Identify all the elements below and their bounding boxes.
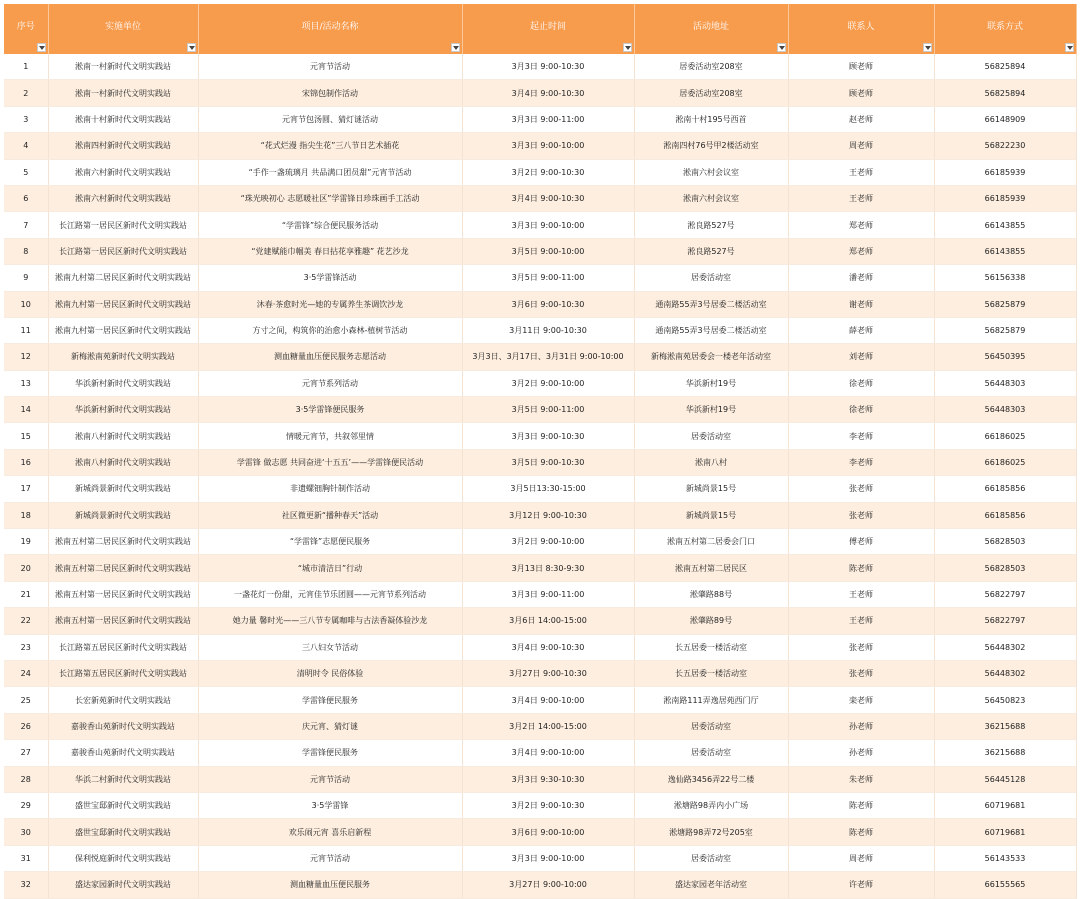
cell-contact[interactable]: 赵老师 — [788, 106, 934, 132]
cell-address[interactable]: 居委活动室 — [634, 423, 788, 449]
cell-address[interactable]: 居委活动室 — [634, 845, 788, 871]
cell-phone[interactable]: 56825894 — [934, 54, 1076, 80]
table-row — [4, 687, 1076, 713]
cell-phone[interactable]: 56448303 — [934, 370, 1076, 396]
cell-phone[interactable]: 66185856 — [934, 502, 1076, 528]
cell-index[interactable]: 30 — [4, 819, 48, 845]
cell-activity[interactable]: 元宵节活动 — [198, 54, 462, 80]
cell-activity[interactable]: 情暖元宵节，共叙邻里情 — [198, 423, 462, 449]
cell-index[interactable]: 21 — [4, 581, 48, 607]
cell-unit[interactable]: 淞南一村新时代文明实践站 — [48, 54, 198, 80]
cell-address[interactable]: 淞南四村76号甲2楼活动室 — [634, 133, 788, 159]
table-row — [4, 502, 1076, 528]
table-row — [4, 792, 1076, 818]
cell-address[interactable]: 新城尚景15号 — [634, 502, 788, 528]
cell-activity[interactable]: 宋锦包制作活动 — [198, 80, 462, 106]
table-row — [4, 660, 1076, 686]
table-row — [4, 608, 1076, 634]
cell-index[interactable]: 12 — [4, 344, 48, 370]
cell-unit[interactable]: 保利悦庭新时代文明实践站 — [48, 845, 198, 871]
cell-activity[interactable]: 3·5学雷锋便民服务 — [198, 397, 462, 423]
table-row — [4, 212, 1076, 238]
cell-time[interactable]: 3月3日 9:00-10:00 — [462, 845, 634, 871]
cell-phone[interactable]: 56448302 — [934, 634, 1076, 660]
cell-address[interactable]: 淞南六村会议室 — [634, 185, 788, 211]
cell-time[interactable]: 3月3日 9:00-10:30 — [462, 423, 634, 449]
cell-activity[interactable]: 学雷锋便民服务 — [198, 740, 462, 766]
cell-contact[interactable]: 徐老师 — [788, 397, 934, 423]
cell-index[interactable]: 27 — [4, 740, 48, 766]
cell-unit[interactable]: 盛达家园新时代文明实践站 — [48, 872, 198, 898]
cell-time[interactable]: 3月5日13:30-15:00 — [462, 476, 634, 502]
cell-contact[interactable]: 栾老师 — [788, 687, 934, 713]
cell-time[interactable]: 3月5日 9:00-11:00 — [462, 397, 634, 423]
cell-index[interactable]: 25 — [4, 687, 48, 713]
cell-time[interactable]: 3月3日 9:00-11:00 — [462, 106, 634, 132]
cell-address[interactable]: 淞南十村195号西首 — [634, 106, 788, 132]
cell-activity[interactable]: 方寸之间，构筑你的治愈小森林-植树节活动 — [198, 317, 462, 343]
filter-dropdown-icon[interactable] — [187, 43, 196, 52]
table-row — [4, 344, 1076, 370]
cell-address[interactable]: 居委活动室 — [634, 265, 788, 291]
cell-index[interactable]: 32 — [4, 872, 48, 898]
table-row — [4, 397, 1076, 423]
cell-unit[interactable]: 长江路第一居民区新时代文明实践站 — [48, 238, 198, 264]
cell-time[interactable]: 3月3日、3月17日、3月31日 9:00-10:00 — [462, 344, 634, 370]
cell-index[interactable]: 4 — [4, 133, 48, 159]
table-row — [4, 872, 1076, 898]
cell-activity[interactable]: 一盏花灯一份甜，元宵佳节乐团圆——元宵节系列活动 — [198, 581, 462, 607]
cell-unit[interactable]: 盛世宝邸新时代文明实践站 — [48, 819, 198, 845]
cell-index[interactable]: 11 — [4, 317, 48, 343]
cell-activity[interactable]: 元宵节包汤圆、猜灯谜活动 — [198, 106, 462, 132]
cell-activity[interactable]: 学雷锋便民服务 — [198, 687, 462, 713]
cell-address[interactable]: 新梅淞南苑居委会一楼老年活动室 — [634, 344, 788, 370]
col-header-contact: 联系人 — [788, 4, 934, 54]
cell-time[interactable]: 3月5日 9:00-10:30 — [462, 449, 634, 475]
cell-address[interactable]: 淞良路527号 — [634, 238, 788, 264]
cell-contact[interactable]: 刘老师 — [788, 344, 934, 370]
cell-index[interactable]: 24 — [4, 660, 48, 686]
table-row — [4, 555, 1076, 581]
cell-unit[interactable]: 长宏新苑新时代文明实践站 — [48, 687, 198, 713]
cell-contact[interactable]: 陈老师 — [788, 819, 934, 845]
cell-activity[interactable]: 她力量 馨时光——三八节专属咖啡与古法香凝体验沙龙 — [198, 608, 462, 634]
cell-time[interactable]: 3月6日 14:00-15:00 — [462, 608, 634, 634]
cell-time[interactable]: 3月3日 9:00-10:00 — [462, 133, 634, 159]
cell-activity[interactable]: 欢乐闹元宵 喜乐启新程 — [198, 819, 462, 845]
cell-index[interactable]: 13 — [4, 370, 48, 396]
cell-phone[interactable]: 60719681 — [934, 792, 1076, 818]
cell-unit[interactable]: 淞南六村新时代文明实践站 — [48, 185, 198, 211]
cell-index[interactable]: 1 — [4, 54, 48, 80]
cell-index[interactable]: 9 — [4, 265, 48, 291]
table-row — [4, 713, 1076, 739]
cell-unit[interactable]: 盛世宝邸新时代文明实践站 — [48, 792, 198, 818]
col-header-activity: 项目/活动名称 — [198, 4, 462, 54]
cell-contact[interactable]: 王老师 — [788, 185, 934, 211]
cell-phone[interactable]: 36215688 — [934, 713, 1076, 739]
cell-phone[interactable]: 56822797 — [934, 581, 1076, 607]
cell-contact[interactable]: 顾老师 — [788, 54, 934, 80]
table-row — [4, 265, 1076, 291]
cell-address[interactable]: 淞南路111弄逸居苑西门厅 — [634, 687, 788, 713]
cell-time[interactable]: 3月13日 8:30-9:30 — [462, 555, 634, 581]
cell-index[interactable]: 15 — [4, 423, 48, 449]
cell-index[interactable]: 22 — [4, 608, 48, 634]
cell-address[interactable]: 长五居委一楼活动室 — [634, 660, 788, 686]
cell-phone[interactable]: 56822797 — [934, 608, 1076, 634]
cell-time[interactable]: 3月2日 9:00-10:30 — [462, 159, 634, 185]
table-row — [4, 80, 1076, 106]
cell-contact[interactable]: 周老师 — [788, 133, 934, 159]
cell-unit[interactable]: 淞南六村新时代文明实践站 — [48, 159, 198, 185]
cell-address[interactable]: 盛达家园老年活动室 — [634, 872, 788, 898]
cell-time[interactable]: 3月11日 9:00-10:30 — [462, 317, 634, 343]
cell-index[interactable]: 14 — [4, 397, 48, 423]
cell-unit[interactable]: 新梅淞南苑新时代文明实践站 — [48, 344, 198, 370]
cell-contact[interactable]: 张老师 — [788, 634, 934, 660]
cell-unit[interactable]: 新城尚景新时代文明实践站 — [48, 476, 198, 502]
cell-unit[interactable]: 长江路第五居民区新时代文明实践站 — [48, 660, 198, 686]
cell-contact[interactable]: 李老师 — [788, 449, 934, 475]
cell-contact[interactable]: 潘老师 — [788, 265, 934, 291]
cell-phone[interactable]: 66185856 — [934, 476, 1076, 502]
cell-time[interactable]: 3月4日 9:00-10:30 — [462, 80, 634, 106]
cell-unit[interactable]: 华浜新村新时代文明实践站 — [48, 370, 198, 396]
col-header-address: 活动地址 — [634, 4, 788, 54]
cell-activity[interactable]: 非遗螺钿胸针制作活动 — [198, 476, 462, 502]
cell-time[interactable]: 3月2日 9:00-10:00 — [462, 370, 634, 396]
cell-contact[interactable]: 陈老师 — [788, 792, 934, 818]
table-row — [4, 476, 1076, 502]
cell-time[interactable]: 3月2日 9:00-10:30 — [462, 792, 634, 818]
cell-phone[interactable]: 56450395 — [934, 344, 1076, 370]
table-row — [4, 370, 1076, 396]
cell-phone[interactable]: 66185939 — [934, 159, 1076, 185]
cell-index[interactable]: 17 — [4, 476, 48, 502]
table-row — [4, 529, 1076, 555]
filter-dropdown-icon[interactable] — [1065, 43, 1074, 52]
cell-phone[interactable]: 56825879 — [934, 317, 1076, 343]
cell-phone[interactable]: 66148909 — [934, 106, 1076, 132]
cell-activity[interactable]: 3·5学雷锋 — [198, 792, 462, 818]
cell-time[interactable]: 3月3日 9:00-11:00 — [462, 581, 634, 607]
table-row — [4, 54, 1076, 80]
cell-phone[interactable]: 66143855 — [934, 238, 1076, 264]
cell-activity[interactable]: “手作一盏琉璃月 共品满口团员甜”元宵节活动 — [198, 159, 462, 185]
filter-dropdown-icon[interactable] — [777, 43, 786, 52]
table-row — [4, 238, 1076, 264]
cell-unit[interactable]: 嘉骏香山苑新时代文明实践站 — [48, 740, 198, 766]
cell-contact[interactable]: 张老师 — [788, 502, 934, 528]
cell-phone[interactable]: 36215688 — [934, 740, 1076, 766]
cell-index[interactable]: 23 — [4, 634, 48, 660]
cell-unit[interactable]: 淞南五村第一居民区新时代文明实践站 — [48, 608, 198, 634]
cell-contact[interactable]: 陈老师 — [788, 555, 934, 581]
cell-phone[interactable]: 56825894 — [934, 80, 1076, 106]
cell-address[interactable]: 华浜新村19号 — [634, 397, 788, 423]
cell-activity[interactable]: 元宵节活动 — [198, 845, 462, 871]
cell-address[interactable]: 淞南五村第二居委会门口 — [634, 529, 788, 555]
cell-phone[interactable]: 66155565 — [934, 872, 1076, 898]
cell-index[interactable]: 20 — [4, 555, 48, 581]
cell-phone[interactable]: 56828503 — [934, 529, 1076, 555]
cell-unit[interactable]: 华浜新村新时代文明实践站 — [48, 397, 198, 423]
cell-index[interactable]: 5 — [4, 159, 48, 185]
col-header-index: 序号 — [4, 4, 48, 54]
cell-unit[interactable]: 淞南五村第二居民区新时代文明实践站 — [48, 529, 198, 555]
cell-address[interactable]: 居委活动室208室 — [634, 54, 788, 80]
cell-index[interactable]: 28 — [4, 766, 48, 792]
cell-time[interactable]: 3月3日 9:00-10:30 — [462, 54, 634, 80]
cell-time[interactable]: 3月3日 9:30-10:30 — [462, 766, 634, 792]
cell-time[interactable]: 3月4日 9:00-10:00 — [462, 687, 634, 713]
col-header-phone: 联系方式 — [934, 4, 1076, 54]
table-row — [4, 317, 1076, 343]
table-row — [4, 845, 1076, 871]
cell-contact[interactable]: 王老师 — [788, 581, 934, 607]
cell-phone[interactable]: 60719681 — [934, 819, 1076, 845]
cell-index[interactable]: 7 — [4, 212, 48, 238]
cell-activity[interactable]: 三八妇女节活动 — [198, 634, 462, 660]
cell-address[interactable]: 长五居委一楼活动室 — [634, 634, 788, 660]
cell-activity[interactable]: “学雷锋”综合便民服务活动 — [198, 212, 462, 238]
cell-activity[interactable]: 3·5学雷锋活动 — [198, 265, 462, 291]
cell-address[interactable]: 居委活动室208室 — [634, 80, 788, 106]
cell-index[interactable]: 19 — [4, 529, 48, 555]
cell-phone[interactable]: 56828503 — [934, 555, 1076, 581]
cell-index[interactable]: 16 — [4, 449, 48, 475]
cell-index[interactable]: 6 — [4, 185, 48, 211]
cell-activity[interactable]: 元宵节系列活动 — [198, 370, 462, 396]
cell-contact[interactable]: 孙老师 — [788, 740, 934, 766]
cell-contact[interactable]: 朱老师 — [788, 766, 934, 792]
filter-dropdown-icon[interactable] — [623, 43, 632, 52]
cell-address[interactable]: 通南路55弄3号居委二楼活动室 — [634, 317, 788, 343]
filter-dropdown-icon[interactable] — [451, 43, 460, 52]
cell-address[interactable]: 淞南八村 — [634, 449, 788, 475]
cell-address[interactable]: 淞南五村第二居民区 — [634, 555, 788, 581]
cell-activity[interactable]: “珠光映初心 志愿暖社区”学雷锋日珍珠画手工活动 — [198, 185, 462, 211]
cell-time[interactable]: 3月5日 9:00-11:00 — [462, 265, 634, 291]
cell-address[interactable]: 淞良路527号 — [634, 212, 788, 238]
cell-unit[interactable]: 长江路第五居民区新时代文明实践站 — [48, 634, 198, 660]
cell-unit[interactable]: 淞南一村新时代文明实践站 — [48, 80, 198, 106]
cell-phone[interactable]: 56445128 — [934, 766, 1076, 792]
cell-time[interactable]: 3月2日 14:00-15:00 — [462, 713, 634, 739]
cell-address[interactable]: 淞肇路89号 — [634, 608, 788, 634]
cell-contact[interactable]: 许老师 — [788, 872, 934, 898]
cell-activity[interactable]: 沐春·茶愈时光—她的专属养生茶调饮沙龙 — [198, 291, 462, 317]
cell-unit[interactable]: 淞南九村第一居民区新时代文明实践站 — [48, 317, 198, 343]
cell-unit[interactable]: 淞南十村新时代文明实践站 — [48, 106, 198, 132]
col-header-unit: 实施单位 — [48, 4, 198, 54]
cell-address[interactable]: 通南路55弄3号居委二楼活动室 — [634, 291, 788, 317]
cell-time[interactable]: 3月5日 9:00-10:00 — [462, 238, 634, 264]
cell-activity[interactable]: “学雷锋”志愿便民服务 — [198, 529, 462, 555]
cell-unit[interactable]: 嘉骏香山苑新时代文明实践站 — [48, 713, 198, 739]
cell-time[interactable]: 3月6日 9:00-10:30 — [462, 291, 634, 317]
cell-phone[interactable]: 56143533 — [934, 845, 1076, 871]
cell-activity[interactable]: 元宵节活动 — [198, 766, 462, 792]
cell-unit[interactable]: 淞南九村第一居民区新时代文明实践站 — [48, 291, 198, 317]
cell-contact[interactable]: 徐老师 — [788, 370, 934, 396]
cell-index[interactable]: 3 — [4, 106, 48, 132]
cell-activity[interactable]: 社区微更新“播种春天”活动 — [198, 502, 462, 528]
cell-phone[interactable]: 66185939 — [934, 185, 1076, 211]
cell-contact[interactable]: 谢老师 — [788, 291, 934, 317]
cell-contact[interactable]: 张老师 — [788, 476, 934, 502]
cell-unit[interactable]: 淞南九村第二居民区新时代文明实践站 — [48, 265, 198, 291]
cell-contact[interactable]: 张老师 — [788, 660, 934, 686]
cell-contact[interactable]: 李老师 — [788, 423, 934, 449]
cell-unit[interactable]: 华浜二村新时代文明实践站 — [48, 766, 198, 792]
cell-contact[interactable]: 傅老师 — [788, 529, 934, 555]
cell-address[interactable]: 淞塘路98弄72号205室 — [634, 819, 788, 845]
cell-activity[interactable]: 测血糖量血压便民服务 — [198, 872, 462, 898]
cell-phone[interactable]: 56822230 — [934, 133, 1076, 159]
table-row — [4, 159, 1076, 185]
cell-contact[interactable]: 薛老师 — [788, 317, 934, 343]
cell-time[interactable]: 3月27日 9:00-10:30 — [462, 660, 634, 686]
cell-address[interactable]: 华浜新村19号 — [634, 370, 788, 396]
cell-phone[interactable]: 66186025 — [934, 449, 1076, 475]
cell-address[interactable]: 居委活动室 — [634, 740, 788, 766]
cell-unit[interactable]: 淞南四村新时代文明实践站 — [48, 133, 198, 159]
table-row — [4, 819, 1076, 845]
cell-contact[interactable]: 郑老师 — [788, 238, 934, 264]
cell-activity[interactable]: 学雷锋 做志愿 共同奋进‘十五五’——学雷锋便民活动 — [198, 449, 462, 475]
cell-unit[interactable]: 淞南八村新时代文明实践站 — [48, 423, 198, 449]
cell-activity[interactable]: “城市清洁日”行动 — [198, 555, 462, 581]
cell-unit[interactable]: 淞南五村第一居民区新时代文明实践站 — [48, 581, 198, 607]
filter-dropdown-icon[interactable] — [923, 43, 932, 52]
cell-activity[interactable]: “党建赋能巾帼美 春日拈花享雅趣” 花艺沙龙 — [198, 238, 462, 264]
cell-time[interactable]: 3月27日 9:00-10:00 — [462, 872, 634, 898]
table-row — [4, 581, 1076, 607]
cell-unit[interactable]: 淞南五村第二居民区新时代文明实践站 — [48, 555, 198, 581]
cell-contact[interactable]: 孙老师 — [788, 713, 934, 739]
cell-index[interactable]: 18 — [4, 502, 48, 528]
cell-time[interactable]: 3月4日 9:00-10:30 — [462, 634, 634, 660]
cell-contact[interactable]: 王老师 — [788, 159, 934, 185]
cell-time[interactable]: 3月4日 9:00-10:00 — [462, 740, 634, 766]
cell-phone[interactable]: 56448302 — [934, 660, 1076, 686]
cell-contact[interactable]: 顾老师 — [788, 80, 934, 106]
cell-phone[interactable]: 56450823 — [934, 687, 1076, 713]
table-row — [4, 766, 1076, 792]
cell-index[interactable]: 31 — [4, 845, 48, 871]
cell-time[interactable]: 3月2日 9:00-10:00 — [462, 529, 634, 555]
table-row — [4, 133, 1076, 159]
cell-address[interactable]: 居委活动室 — [634, 713, 788, 739]
table-row — [4, 291, 1076, 317]
cell-address[interactable]: 淞南六村会议室 — [634, 159, 788, 185]
cell-address[interactable]: 逸仙路3456弄22号二楼 — [634, 766, 788, 792]
col-header-time: 起止时间 — [462, 4, 634, 54]
cell-address[interactable]: 淞肇路88号 — [634, 581, 788, 607]
cell-index[interactable]: 8 — [4, 238, 48, 264]
cell-activity[interactable]: 测血糖量血压便民服务志愿活动 — [198, 344, 462, 370]
cell-unit[interactable]: 长江路第一居民区新时代文明实践站 — [48, 212, 198, 238]
cell-index[interactable]: 10 — [4, 291, 48, 317]
cell-activity[interactable]: 清明时令 民俗体验 — [198, 660, 462, 686]
table-row — [4, 106, 1076, 132]
cell-contact[interactable]: 郑老师 — [788, 212, 934, 238]
cell-activity[interactable]: 庆元宵、猜灯谜 — [198, 713, 462, 739]
cell-index[interactable]: 29 — [4, 792, 48, 818]
cell-index[interactable]: 26 — [4, 713, 48, 739]
cell-index[interactable]: 2 — [4, 80, 48, 106]
cell-unit[interactable]: 淞南八村新时代文明实践站 — [48, 449, 198, 475]
cell-time[interactable]: 3月3日 9:00-10:00 — [462, 212, 634, 238]
cell-unit[interactable]: 新城尚景新时代文明实践站 — [48, 502, 198, 528]
cell-phone[interactable]: 66143855 — [934, 212, 1076, 238]
cell-time[interactable]: 3月6日 9:00-10:00 — [462, 819, 634, 845]
cell-time[interactable]: 3月12日 9:00-10:30 — [462, 502, 634, 528]
cell-phone[interactable]: 56156338 — [934, 265, 1076, 291]
cell-contact[interactable]: 周老师 — [788, 845, 934, 871]
header-row — [4, 4, 1076, 54]
table-row — [4, 634, 1076, 660]
table-row — [4, 423, 1076, 449]
activity-table — [4, 4, 1077, 899]
table-row — [4, 740, 1076, 766]
cell-phone[interactable]: 56448303 — [934, 397, 1076, 423]
table-row — [4, 185, 1076, 211]
table-row — [4, 449, 1076, 475]
filter-dropdown-icon[interactable] — [37, 43, 46, 52]
cell-time[interactable]: 3月4日 9:00-10:30 — [462, 185, 634, 211]
cell-contact[interactable]: 王老师 — [788, 608, 934, 634]
cell-address[interactable]: 新城尚景15号 — [634, 476, 788, 502]
cell-activity[interactable]: “花式烂漫 指尖生花”三八节日艺术插花 — [198, 133, 462, 159]
cell-address[interactable]: 淞塘路98弄内小广场 — [634, 792, 788, 818]
cell-phone[interactable]: 66186025 — [934, 423, 1076, 449]
cell-phone[interactable]: 56825879 — [934, 291, 1076, 317]
